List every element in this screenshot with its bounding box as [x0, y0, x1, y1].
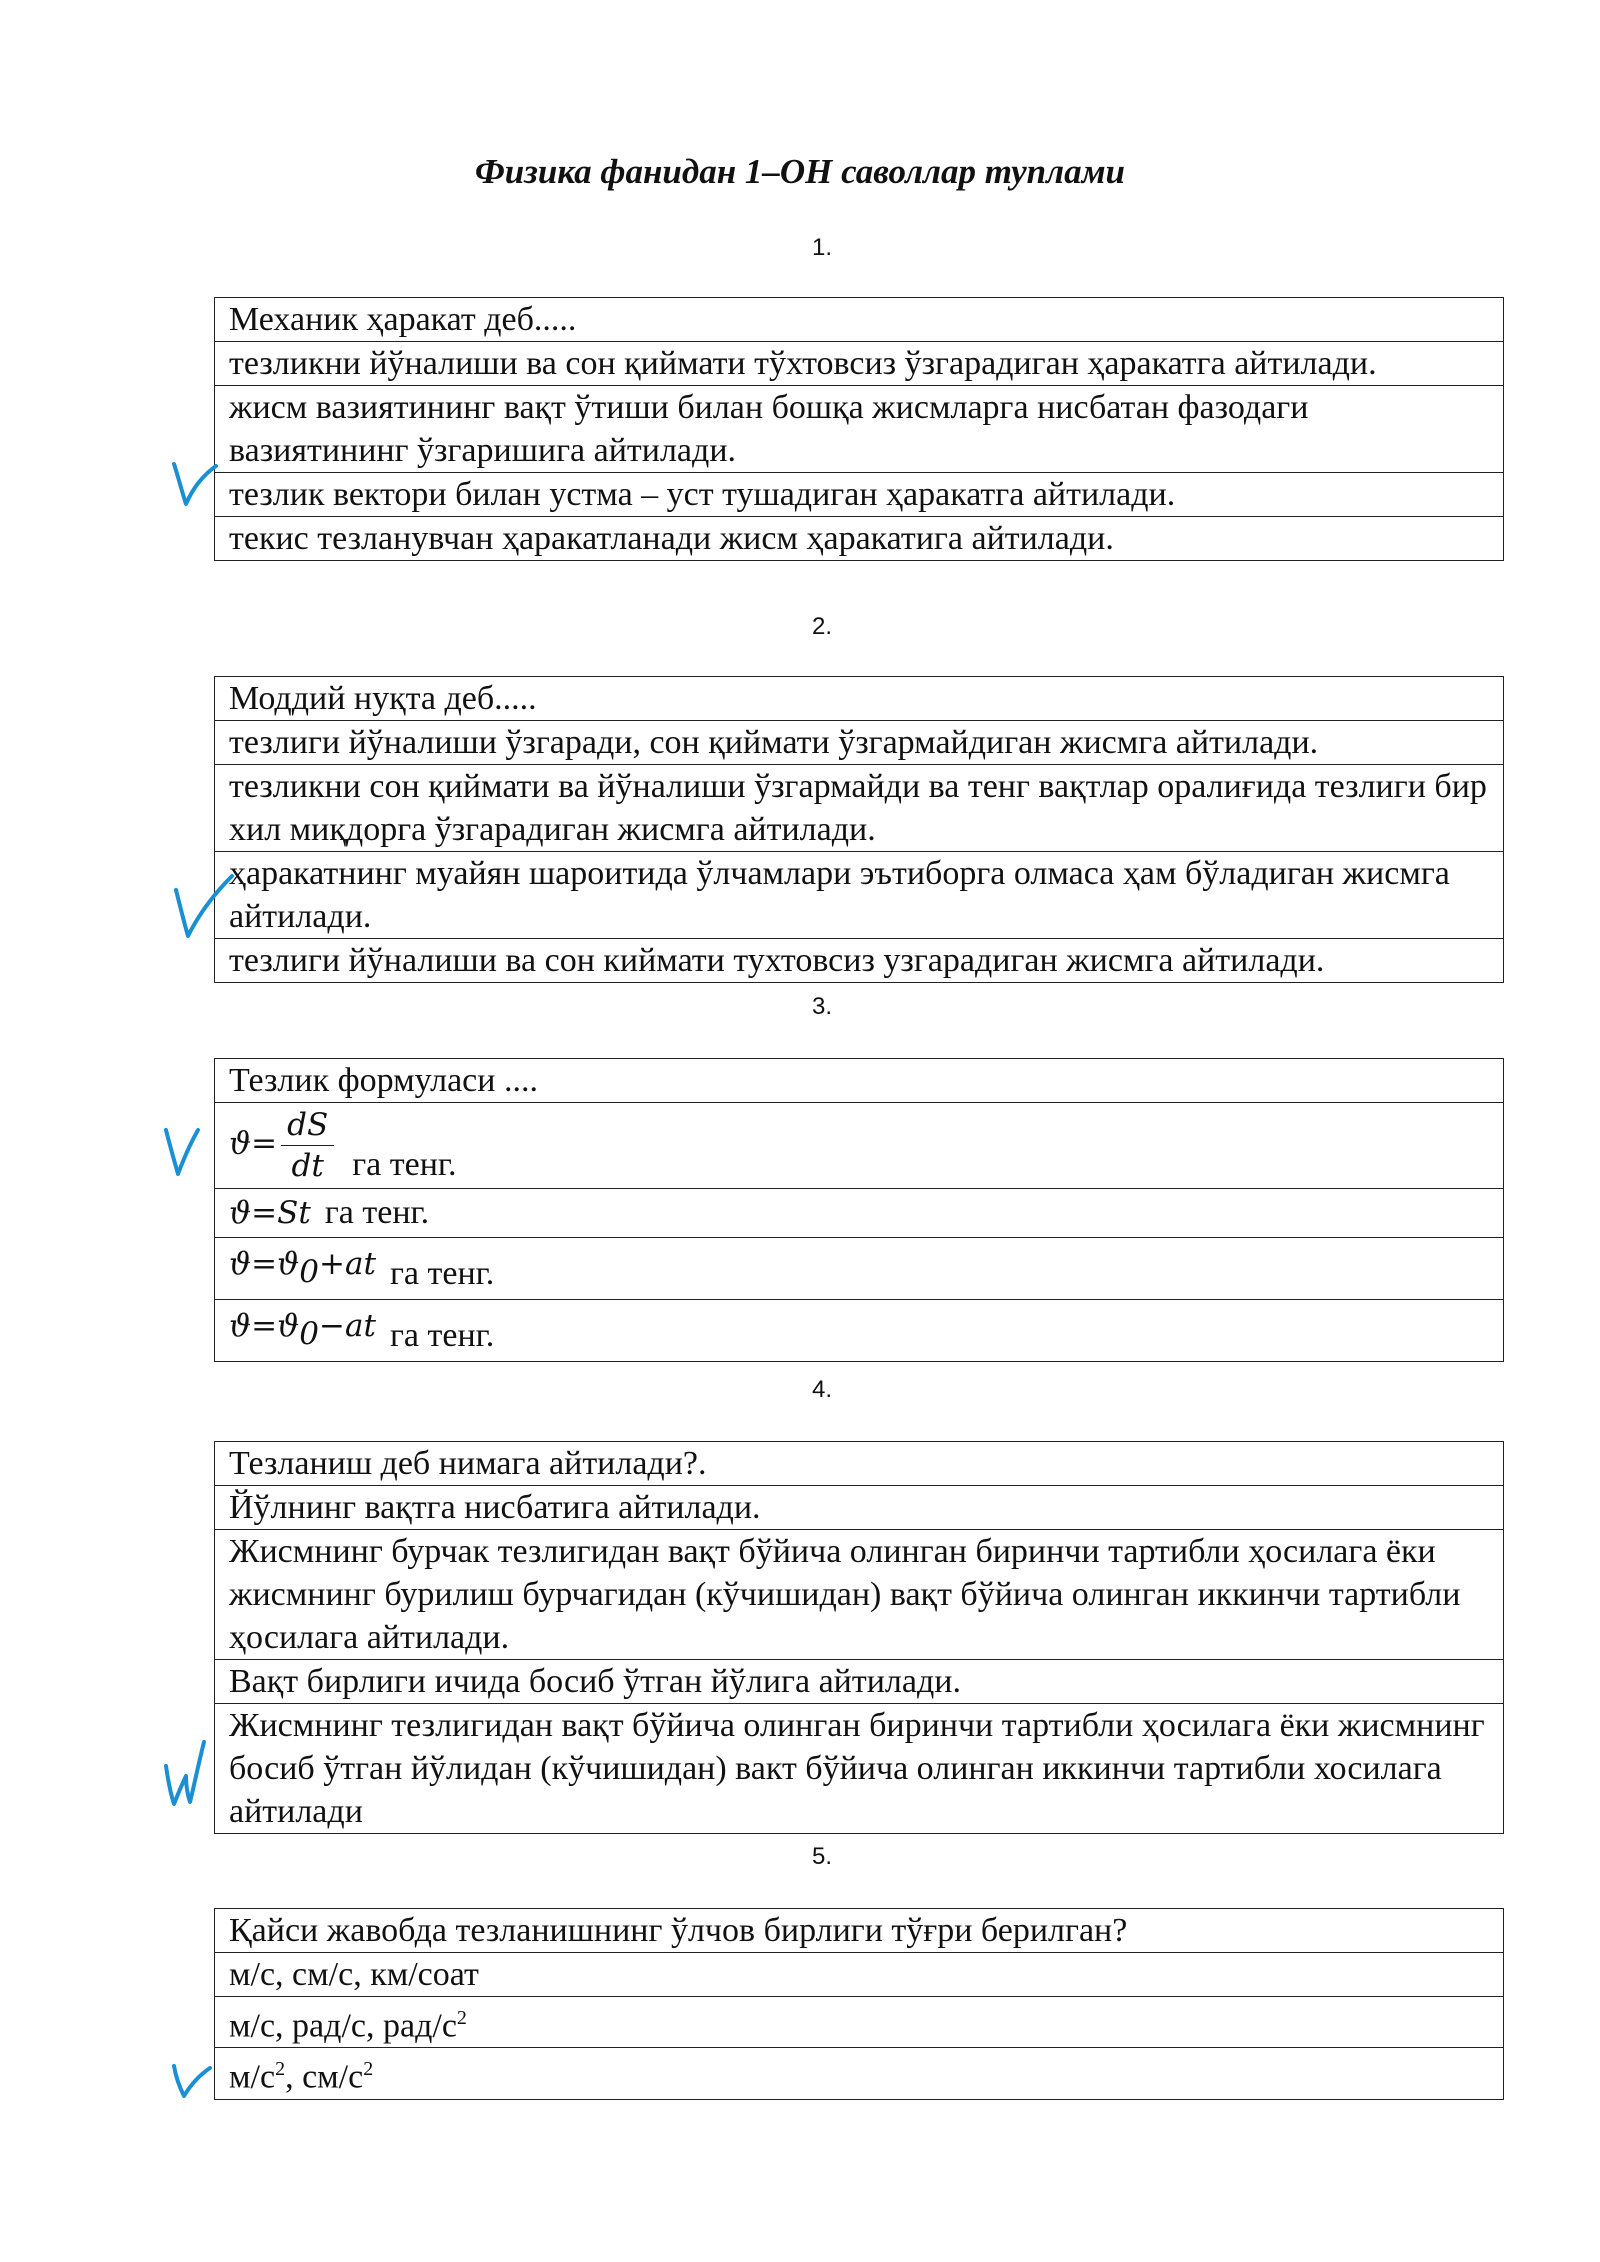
answer-option	[215, 1997, 1504, 2048]
fraction	[281, 1105, 334, 1186]
answer-option: Жисмнинг бурчак тезлигидан вақт бўйича олинган биринчи тартибли ҳосилага ёки жисмнинг бурилиш бурчагидан (кўчишидан) вақт бўйича олинган иккинчи тартибли ҳосилага айтилади.	[215, 1530, 1504, 1660]
question-number: 2.	[811, 613, 832, 640]
question-number: 4.	[811, 1376, 832, 1403]
formula-subscript: 0	[299, 1254, 320, 1291]
question-prompt: Механик ҳаракат деб.....	[215, 298, 1504, 342]
question-prompt: Моддий нуқта деб.....	[215, 677, 1504, 721]
formula-text: ϑ=St	[229, 1195, 311, 1232]
answer-option: текис тезланувчан ҳаракатланади жисм ҳаракатига айтилади.	[215, 517, 1504, 561]
formula-tail: га тенг.	[389, 1255, 495, 1293]
page-title: Физика фанидан 1–ОН саволлар туплами	[474, 152, 1126, 191]
fraction-denominator: dt	[291, 1148, 324, 1184]
question-prompt: Тезлик формуласи ....	[215, 1059, 1504, 1103]
formula-option	[215, 1300, 1504, 1362]
unit-superscript: 2	[456, 2007, 467, 2029]
question-prompt: Қайси жавобда тезланишнинг ўлчов бирлиги тўғри берилган?	[215, 1909, 1504, 1953]
formula-lhs: ϑ=ϑ	[229, 1246, 300, 1283]
answer-option: тезлиги йўналиши ўзгаради, сон қиймати ўзгармайдиган жисмга айтилади.	[215, 721, 1504, 765]
question-number: 3.	[811, 993, 832, 1020]
fraction-numerator: dS	[281, 1105, 334, 1146]
answer-option	[215, 2048, 1504, 2099]
unit-text: м/с, рад/с, рад/с	[229, 2007, 457, 2045]
handwritten-checkmark-icon	[168, 2056, 218, 2106]
unit-text: м/с	[229, 2058, 276, 2096]
formula-rest: −at	[319, 1308, 376, 1345]
answer-option: тезликни йўналиши ва сон қиймати тўхтовсиз ўзгарадиган ҳаракатга айтилади.	[215, 342, 1504, 386]
answer-option: Вақт бирлиги ичида босиб ўтган йўлига айтилади.	[215, 1660, 1504, 1704]
formula-lhs: ϑ=	[229, 1125, 278, 1162]
answer-option: тезлиги йўналиши ва сон киймати тухтовсиз узгарадиган жисмга айтилади.	[215, 939, 1504, 983]
formula-tail: га тенг.	[324, 1194, 430, 1232]
question-table	[214, 1441, 1504, 1834]
question-table	[214, 1908, 1504, 2100]
answer-option: ҳаракатнинг муайян шароитида ўлчамлари эътиборга олмаса ҳам бўладиган жисмга айтилади.	[215, 852, 1504, 939]
answer-option: жисм вазиятининг вақт ўтиши билан бошқа жисмларга нисбатан фазодаги вазиятининг ўзгаришига айтилади.	[215, 386, 1504, 473]
unit-text: , см/с	[285, 2058, 364, 2096]
answer-option: Жисмнинг тезлигидан вақт бўйича олинган биринчи тартибли ҳосилага ёки жисмнинг босиб ўтган йўлидан (кўчишидан) вакт бўйича олинган иккинчи тартибли хосилага айтилади	[215, 1704, 1504, 1834]
handwritten-checkmark-icon	[160, 1124, 210, 1184]
formula-subscript: 0	[299, 1316, 320, 1353]
question-prompt: Тезланиш деб нимага айтилади?.	[215, 1442, 1504, 1486]
handwritten-checkmark-icon	[170, 870, 240, 950]
question-table	[214, 1058, 1504, 1362]
question-number: 1.	[811, 234, 832, 261]
question-table	[214, 297, 1504, 561]
unit-superscript: 2	[275, 2058, 286, 2081]
unit-superscript: 2	[363, 2058, 374, 2081]
answer-option: тезлик вектори билан устма – уст тушадиган ҳаракатга айтилади.	[215, 473, 1504, 517]
question-table	[214, 676, 1504, 983]
formula-tail: га тенг.	[352, 1146, 457, 1184]
formula-option	[215, 1189, 1504, 1238]
formula-lhs: ϑ=ϑ	[229, 1308, 300, 1345]
answer-option: м/с, см/с, км/соат	[215, 1953, 1504, 1997]
formula-tail: га тенг.	[389, 1317, 495, 1355]
formula-option	[215, 1238, 1504, 1300]
answer-option: Йўлнинг вақтга нисбатига айтилади.	[215, 1486, 1504, 1530]
question-number: 5.	[811, 1843, 832, 1870]
handwritten-checkmark-icon	[168, 456, 228, 516]
formula-option	[215, 1103, 1504, 1189]
answer-option: тезликни сон қиймати ва йўналиши ўзгармайди ва тенг вақтлар оралиғида тезлиги бир хил миқдорга ўзгарадиган жисмга айтилади.	[215, 765, 1504, 852]
handwritten-checkmark-icon	[160, 1736, 210, 1816]
formula-rest: +at	[319, 1246, 376, 1283]
